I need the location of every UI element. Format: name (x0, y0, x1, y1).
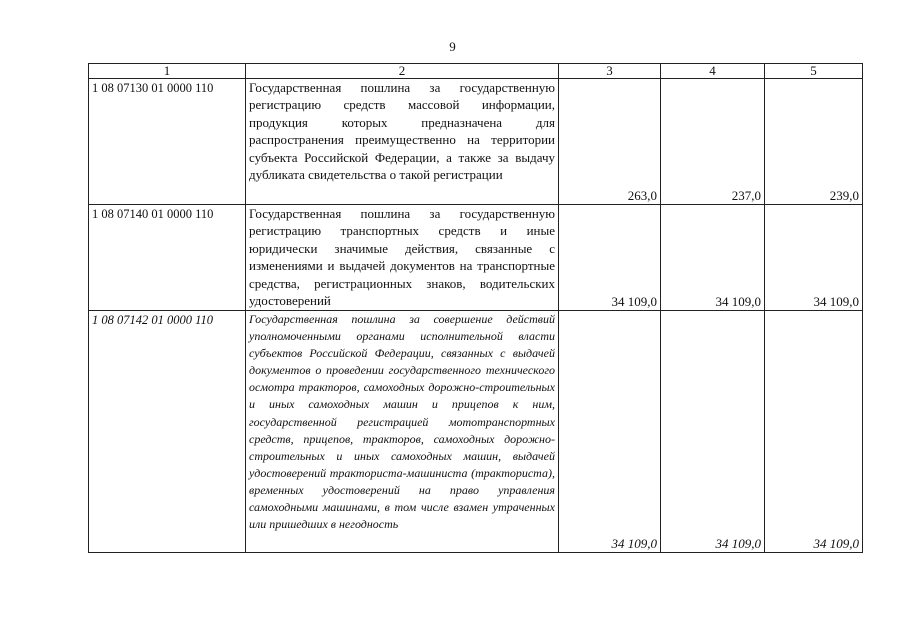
budget-code-cell: 1 08 07142 01 0000 110 (89, 311, 246, 553)
table-row (89, 79, 863, 205)
budget-table (88, 63, 863, 553)
column-header-4: 4 (661, 64, 765, 79)
budget-code-cell: 1 08 07130 01 0000 110 (89, 79, 246, 205)
table-header-row (89, 64, 863, 79)
value-cell-col5: 239,0 (765, 79, 863, 205)
column-header-5: 5 (765, 64, 863, 79)
column-header-3: 3 (559, 64, 661, 79)
description-cell: Государственная пошлина за совершение действий уполномоченными органами исполнительной власти субъектов Российской Федерации, связанных с выдачей документов о проведении государственного технического осмотра тракторов, самоходных дорожно-строительных и иных самоходных машин и прицепов к ним, государственной регистрацией мототранспортных средств, прицепов, тракторов, самоходных дорожно-строительных и иных самоходных машин, выдачей удостоверений тракториста-машиниста (тракториста), временных удостоверений на право управления самоходными машинами, в том числе взамен утраченных или пришедших в негодность (246, 311, 559, 553)
value-cell-col4: 237,0 (661, 79, 765, 205)
value-cell-col4: 34 109,0 (661, 205, 765, 311)
column-header-2: 2 (246, 64, 559, 79)
description-cell: Государственная пошлина за государственную регистрацию транспортных средств и иные юридически значимые действия, связанные с изменениями и выдачей документов на транспортные средства, регистрационных знаков, водительских удостоверений (246, 205, 559, 311)
table-row (89, 205, 863, 311)
value-cell-col5: 34 109,0 (765, 205, 863, 311)
value-cell-col3: 34 109,0 (559, 311, 661, 553)
description-cell: Государственная пошлина за государственную регистрацию средств массовой информации, продукция которых предназначена для распространения преимущественно на территории субъекта Российской Федерации, а также за выдачу дубликата свидетельства о такой регистрации (246, 79, 559, 205)
budget-code-cell: 1 08 07140 01 0000 110 (89, 205, 246, 311)
value-cell-col3: 34 109,0 (559, 205, 661, 311)
value-cell-col5: 34 109,0 (765, 311, 863, 553)
value-cell-col4: 34 109,0 (661, 311, 765, 553)
table-row (89, 311, 863, 553)
value-cell-col3: 263,0 (559, 79, 661, 205)
page-number: 9 (449, 39, 456, 54)
column-header-1: 1 (89, 64, 246, 79)
